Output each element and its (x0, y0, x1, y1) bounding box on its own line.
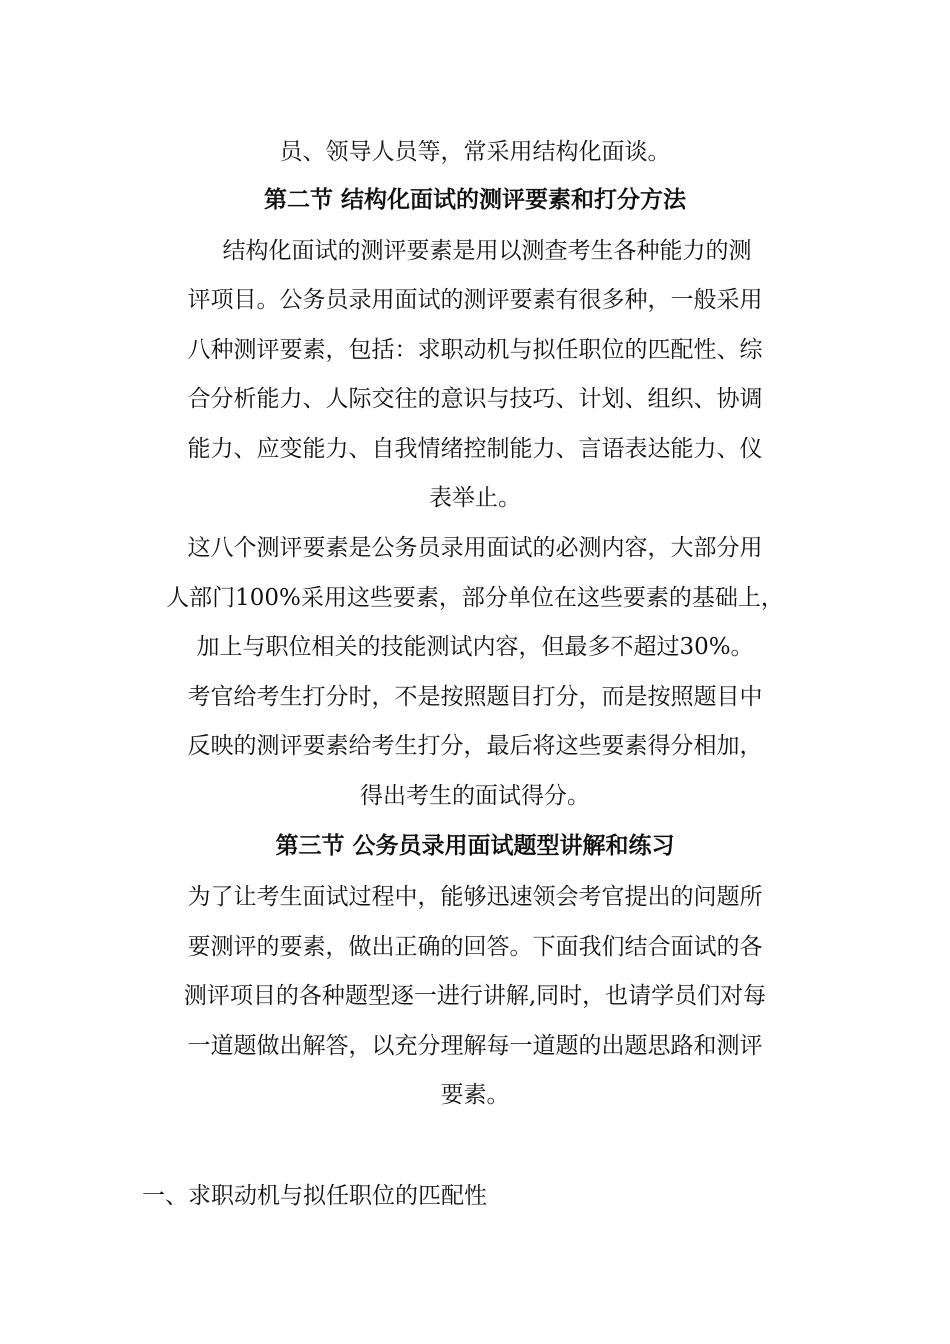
paragraph-line-16: 一道题做出解答，以充分理解每一道题的出题思路和测评 (187, 1033, 763, 1059)
section-heading-3: 第三节 公务员录用面试题型讲解和练习 (275, 832, 675, 859)
paragraph-line-2: 评项目。公务员录用面试的测评要素有很多种，一般采用 (187, 287, 763, 313)
paragraph-line-4: 合分析能力、人际交往的意识与技巧、计划、组织、协调 (187, 386, 763, 412)
text-line-1: 员、领导人员等，常采用结构化面谈。 (279, 139, 671, 165)
paragraph-line-3: 八种测评要素，包括：求职动机与拟任职位的匹配性、综 (187, 337, 763, 363)
paragraph-line-7: 这八个测评要素是公务员录用面试的必测内容，大部分用 (187, 535, 763, 561)
paragraph-line-15: 测评项目的各种题型逐一进行讲解,同时，也请学员们对每 (183, 983, 767, 1009)
paragraph-line-8: 人部门100%采用这些要素，部分单位在这些要素的基础上， (166, 585, 784, 611)
paragraph-line-6: 表举止。 (429, 485, 521, 511)
paragraph-line-12: 得出考生的面试得分。 (360, 783, 590, 809)
paragraph-line-9: 加上与职位相关的技能测试内容，但最多不超过30%。 (196, 634, 754, 660)
subsection-heading-1: 一、求职动机与拟任职位的匹配性 (142, 1183, 487, 1209)
paragraph-line-11: 反映的测评要素给考生打分，最后将这些要素得分相加， (187, 733, 763, 759)
section-heading-2: 第二节 结构化面试的测评要素和打分方法 (263, 186, 686, 213)
paragraph-line-14: 要测评的要素，做出正确的回答。下面我们结合面试的各 (187, 934, 763, 960)
paragraph-line-5: 能力、应变能力、自我情绪控制能力、言语表达能力、仪 (187, 436, 763, 462)
paragraph-line-13: 为了让考生面试过程中，能够迅速领会考官提出的问题所 (187, 884, 763, 910)
paragraph-line-10: 考官给考生打分时，不是按照题目打分，而是按照题目中 (187, 684, 763, 710)
paragraph-line-17: 要素。 (440, 1082, 510, 1108)
paragraph-line-1: 结构化面试的测评要素是用以测查考生各种能力的测 (222, 238, 752, 264)
